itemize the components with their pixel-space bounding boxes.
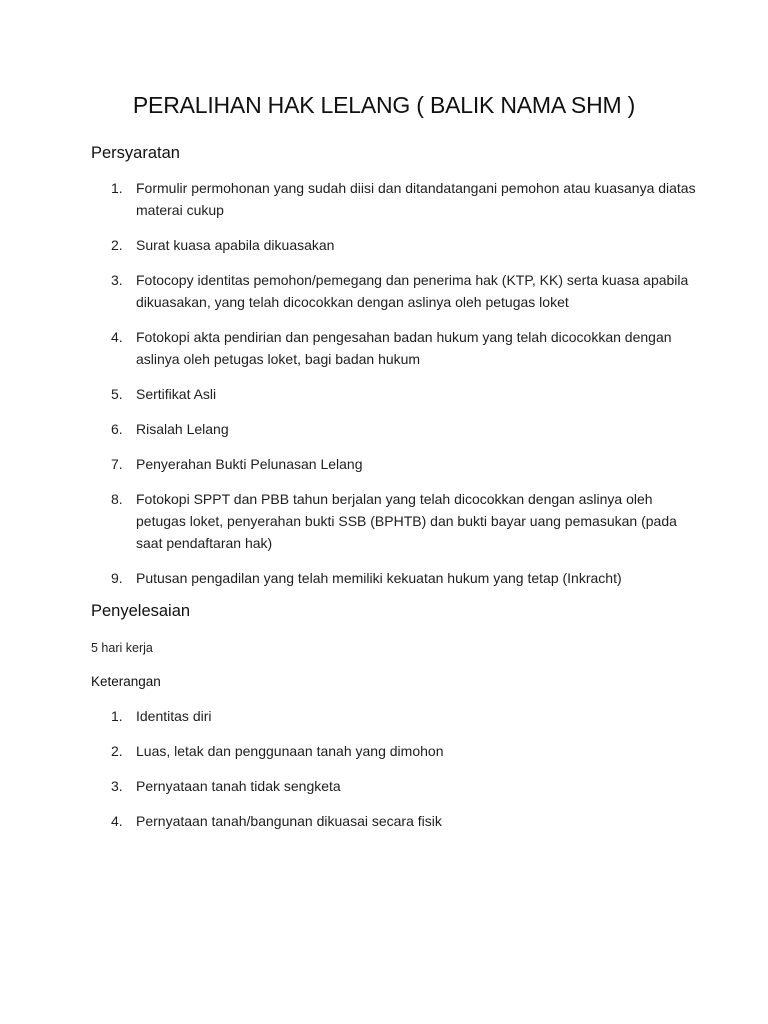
list-item-number: 2. [111, 237, 123, 253]
list-item-text: Surat kuasa apabila dikuasakan [136, 237, 335, 253]
list-item [111, 177, 696, 221]
list-item-number: 5. [111, 386, 123, 402]
list-item-number: 7. [111, 456, 123, 472]
list-item-number: 1. [111, 180, 123, 196]
list-item [111, 418, 696, 440]
list-item-number: 8. [111, 491, 123, 507]
page-title: PERALIHAN HAK LELANG ( BALIK NAMA SHM ) [132, 92, 636, 118]
persyaratan-heading: Persyaratan [91, 144, 180, 162]
list-item-text: Penyerahan Bukti Pelunasan Lelang [136, 456, 363, 472]
penyelesaian-duration: 5 hari kerja [91, 641, 153, 655]
list-item-number: 4. [111, 813, 123, 829]
list-item-text: Identitas diri [136, 708, 212, 724]
list-item-text: Formulir permohonan yang sudah diisi dan ditandatangani pemohon atau kuasanya diatas materai cukup [136, 180, 696, 218]
list-item-number: 3. [111, 778, 123, 794]
list-item-text: Pernyataan tanah/bangunan dikuasai secara fisik [136, 813, 442, 829]
list-item-text: Pernyataan tanah tidak sengketa [136, 778, 341, 794]
list-item-text: Fotokopi akta pendirian dan pengesahan badan hukum yang telah dicocokkan dengan aslinya oleh petugas loket, bagi badan hukum [136, 329, 672, 367]
list-item-text: Sertifikat Asli [136, 386, 217, 402]
keterangan-list [111, 705, 696, 845]
list-item [111, 810, 696, 832]
list-item [111, 383, 696, 405]
penyelesaian-heading: Penyelesaian [91, 602, 191, 620]
list-item [111, 234, 696, 256]
list-item-number: 6. [111, 421, 123, 437]
list-item [111, 269, 696, 313]
list-item-text: Putusan pengadilan yang telah memiliki kekuatan hukum yang tetap (Inkracht) [136, 570, 622, 586]
list-item [111, 740, 696, 762]
list-item [111, 705, 696, 727]
list-item-number: 9. [111, 570, 123, 586]
list-item [111, 488, 696, 554]
list-item-number: 2. [111, 743, 123, 759]
list-item-number: 3. [111, 272, 123, 288]
list-item-text: Risalah Lelang [136, 421, 229, 437]
list-item [111, 775, 696, 797]
list-item-number: 1. [111, 708, 123, 724]
list-item-text: Fotokopi SPPT dan PBB tahun berjalan yang telah dicocokkan dengan aslinya oleh petugas loket, penyerahan bukti SSB (BPHTB) dan bukti bayar uang pemasukan (pada saat pendaftaran hak) [136, 491, 677, 551]
list-item-number: 4. [111, 329, 123, 345]
list-item-text: Fotocopy identitas pemohon/pemegang dan penerima hak (KTP, KK) serta kuasa apabila dikuasakan, yang telah dicocokkan dengan aslinya oleh petugas loket [136, 272, 689, 310]
keterangan-heading: Keterangan [91, 674, 161, 689]
persyaratan-list [111, 177, 696, 602]
list-item [111, 567, 696, 589]
list-item [111, 453, 696, 475]
list-item-text: Luas, letak dan penggunaan tanah yang dimohon [136, 743, 444, 759]
list-item [111, 326, 696, 370]
